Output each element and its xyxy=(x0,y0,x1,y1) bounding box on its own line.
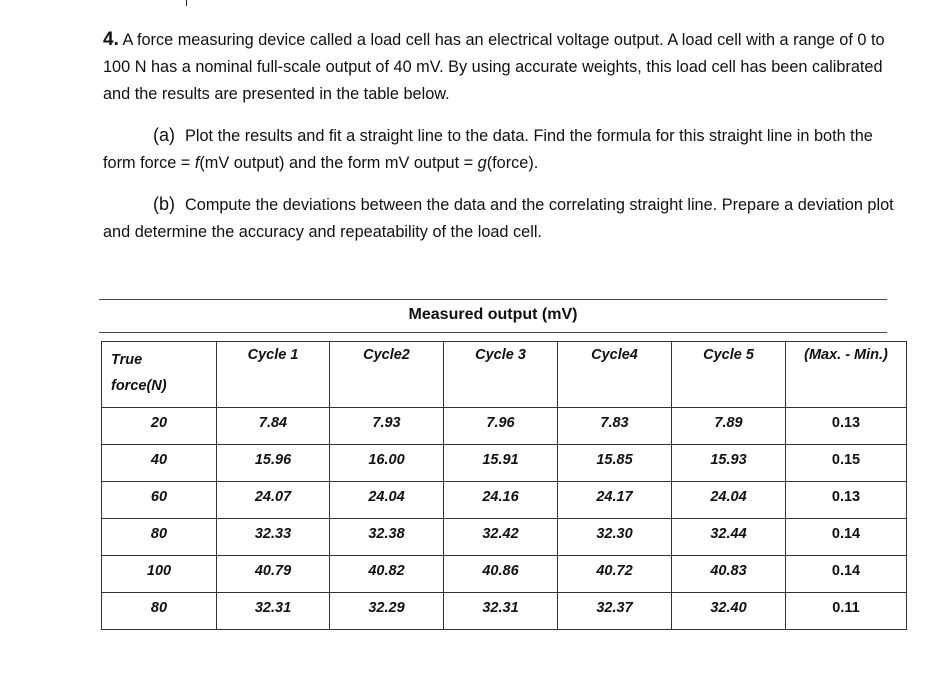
cycle-value-cell: 15.91 xyxy=(444,445,558,482)
part-a xyxy=(103,122,903,177)
cycle-value-cell: 15.93 xyxy=(672,445,786,482)
part-b-text: Compute the deviations between the data and the correlating straight line. Prepare a deviation plot and determine the accuracy and repeatability of the load cell. xyxy=(103,196,894,241)
cycle-value-cell: 32.31 xyxy=(444,593,558,630)
column-header-cycle-3: Cycle 3 xyxy=(444,342,558,408)
problem-number: 4. xyxy=(103,29,119,50)
part-a-f: f xyxy=(194,154,200,172)
cycle-value-cell: 40.82 xyxy=(330,556,444,593)
cycle-value-cell: 32.33 xyxy=(217,519,330,556)
force-cell: 80 xyxy=(102,593,217,630)
cycle-value-cell: 16.00 xyxy=(330,445,444,482)
max-min-cell: 0.14 xyxy=(786,519,907,556)
cycle-value-cell: 32.31 xyxy=(217,593,330,630)
cycle-value-cell: 7.89 xyxy=(672,408,786,445)
cycle-value-cell: 40.79 xyxy=(217,556,330,593)
problem-statement xyxy=(103,26,903,246)
part-a-g: g xyxy=(477,154,487,172)
table-row xyxy=(102,445,907,482)
max-min-cell: 0.13 xyxy=(786,482,907,519)
cycle-value-cell: 32.42 xyxy=(444,519,558,556)
table-row xyxy=(102,593,907,630)
cycle-value-cell: 24.04 xyxy=(672,482,786,519)
part-a-label: (a) xyxy=(153,125,175,145)
table-header-row xyxy=(102,342,907,408)
part-a-text-3: (force). xyxy=(486,154,539,172)
problem-intro-text: A force measuring device called a load cell has an electrical voltage output. A load cell with a range of 0 to 100 N has a nominal full-scale output of 40 mV. By using accurate weights, this load cell has been calibrated and the results are presented in the table below. xyxy=(103,31,885,103)
column-header-cycle-1: Cycle 1 xyxy=(217,342,330,408)
part-b-label: (b) xyxy=(153,194,175,214)
calibration-table xyxy=(101,341,907,630)
table-row xyxy=(102,556,907,593)
cycle-value-cell: 7.96 xyxy=(444,408,558,445)
column-header-cycle-5: Cycle 5 xyxy=(672,342,786,408)
column-header-cycle-2: Cycle2 xyxy=(330,342,444,408)
cycle-value-cell: 7.83 xyxy=(558,408,672,445)
max-min-cell: 0.15 xyxy=(786,445,907,482)
max-min-cell: 0.14 xyxy=(786,556,907,593)
cycle-value-cell: 40.83 xyxy=(672,556,786,593)
cycle-value-cell: 32.30 xyxy=(558,519,672,556)
max-min-cell: 0.11 xyxy=(786,593,907,630)
force-cell: 60 xyxy=(102,482,217,519)
cycle-value-cell: 7.84 xyxy=(217,408,330,445)
part-a-text-1: Plot the results and fit a straight line to the data. Find the formula for this straight line in both the form force = xyxy=(103,127,873,172)
cycle-value-cell: 24.07 xyxy=(217,482,330,519)
table-row xyxy=(102,519,907,556)
part-b xyxy=(103,191,903,246)
part-a-text-2: (mV output) and the form mV output = xyxy=(199,154,478,172)
cycle-value-cell: 24.16 xyxy=(444,482,558,519)
cycle-value-cell: 7.93 xyxy=(330,408,444,445)
true-force-header xyxy=(102,342,217,408)
cycle-value-cell: 24.04 xyxy=(330,482,444,519)
max-min-cell: 0.13 xyxy=(786,408,907,445)
cycle-value-cell: 24.17 xyxy=(558,482,672,519)
problem-intro xyxy=(103,26,903,108)
force-cell: 80 xyxy=(102,519,217,556)
force-cell: 100 xyxy=(102,556,217,593)
table-row xyxy=(102,408,907,445)
force-cell: 40 xyxy=(102,445,217,482)
table-group-rule xyxy=(99,332,887,333)
column-header-max-min: (Max. - Min.) xyxy=(786,342,907,408)
cycle-value-cell: 15.96 xyxy=(217,445,330,482)
table-top-rule xyxy=(99,299,887,300)
cycle-value-cell: 40.86 xyxy=(444,556,558,593)
true-force-header-line1: True xyxy=(111,352,143,368)
cycle-value-cell: 40.72 xyxy=(558,556,672,593)
table-row xyxy=(102,482,907,519)
force-cell: 20 xyxy=(102,408,217,445)
cycle-value-cell: 32.44 xyxy=(672,519,786,556)
cycle-value-cell: 32.29 xyxy=(330,593,444,630)
cycle-value-cell: 32.37 xyxy=(558,593,672,630)
page-top-mark xyxy=(186,0,187,6)
column-header-cycle-4: Cycle4 xyxy=(558,342,672,408)
cycle-value-cell: 15.85 xyxy=(558,445,672,482)
cycle-value-cell: 32.38 xyxy=(330,519,444,556)
cycle-value-cell: 32.40 xyxy=(672,593,786,630)
measured-output-header: Measured output (mV) xyxy=(408,306,578,323)
true-force-header-line2: force(N) xyxy=(111,378,167,394)
